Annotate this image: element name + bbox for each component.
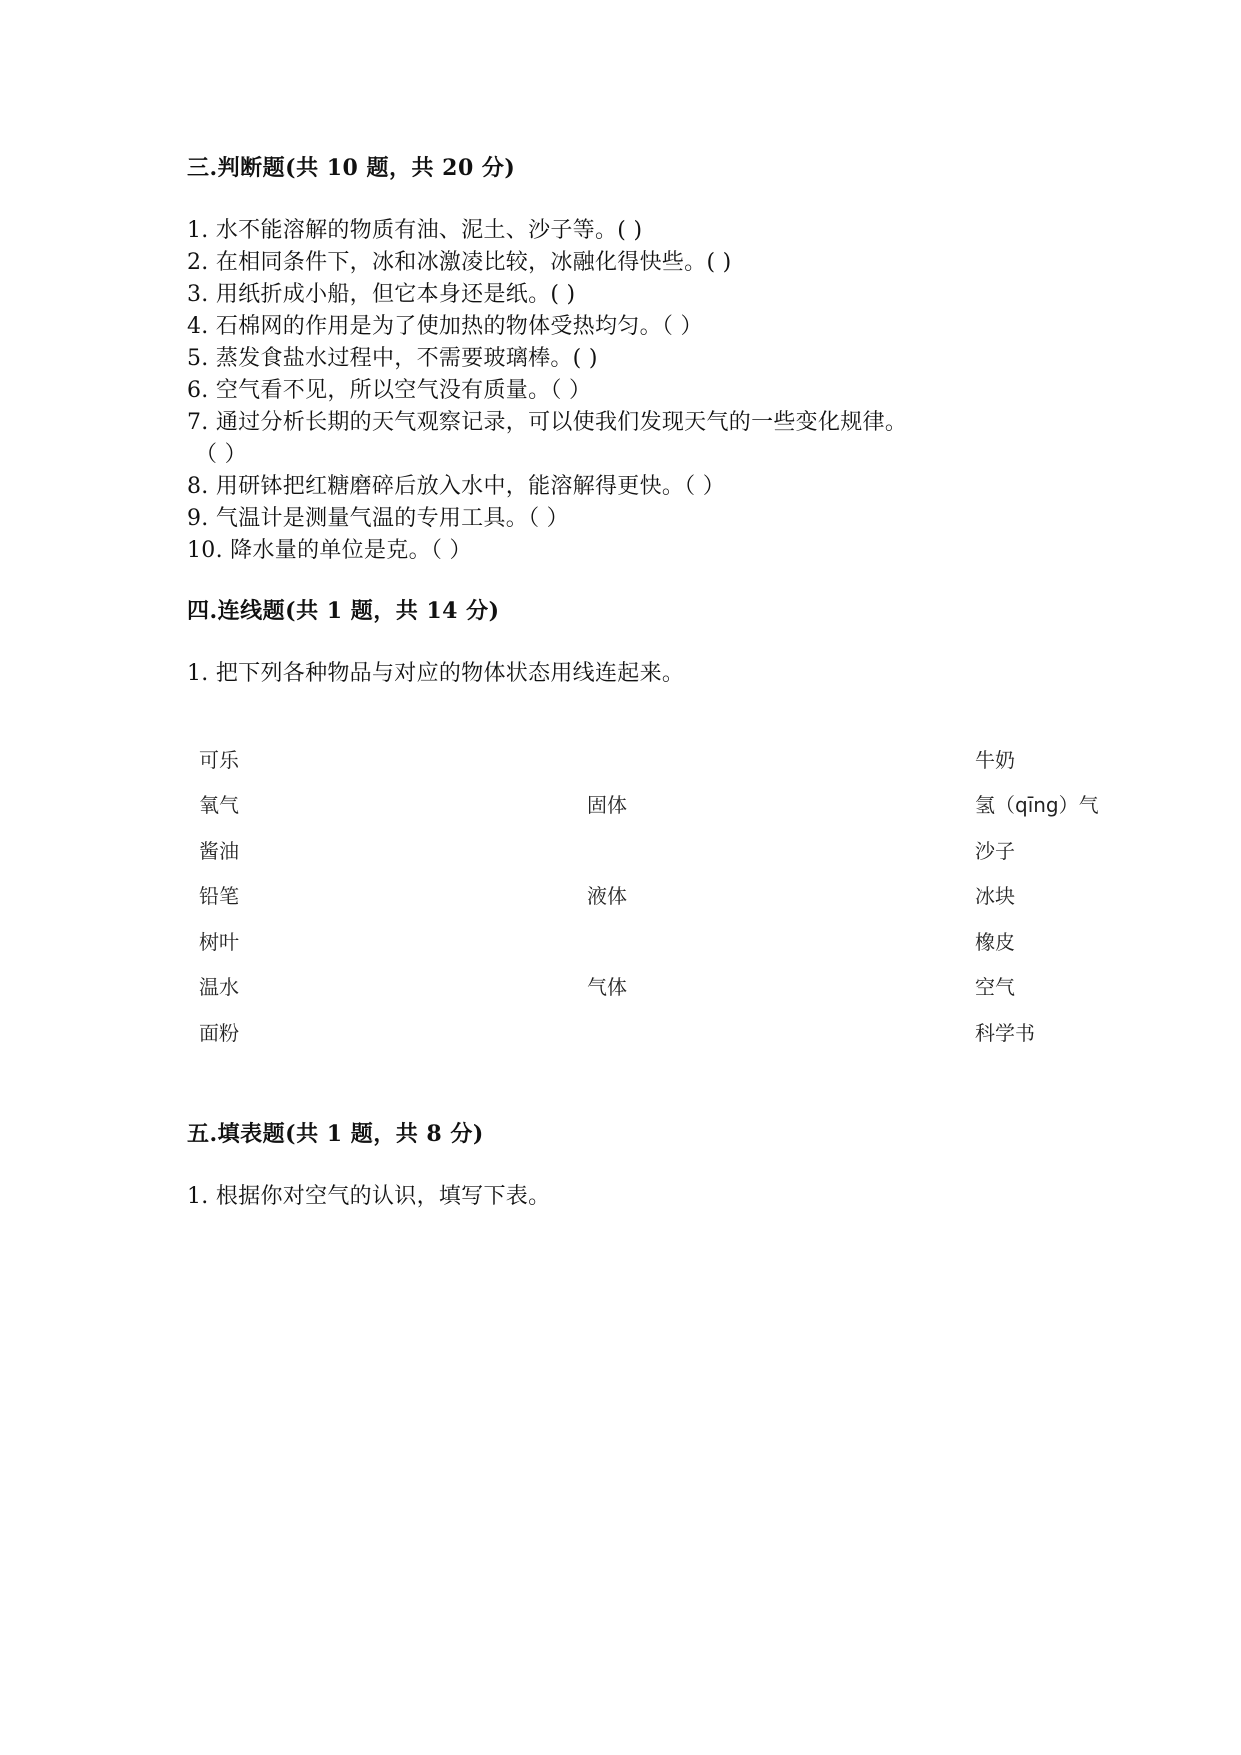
match-right-item: 橡皮 [975, 930, 1015, 954]
judge-question-7: 7. 通过分析长期的天气观察记录，可以使我们发现天气的一些变化规律。 [187, 410, 908, 435]
match-right-item: 沙子 [975, 839, 1015, 863]
match-left-item: 可乐 [199, 748, 239, 772]
judge-question-7-answer: （ ） [195, 442, 247, 467]
judge-question-2: 2. 在相同条件下，冰和冰激凌比较，冰融化得快些。( ) [187, 250, 732, 275]
match-right-item: 氢（qīng）气 [975, 793, 1099, 817]
match-left-item: 面粉 [199, 1021, 239, 1045]
judge-question-8: 8. 用研钵把红糖磨碎后放入水中，能溶解得更快。（ ） [187, 474, 726, 499]
section-5-title: 五.填表题(共 1 题，共 8 分) [187, 1121, 484, 1147]
judge-question-3: 3. 用纸折成小船，但它本身还是纸。( ) [187, 282, 576, 307]
judge-question-1: 1. 水不能溶解的物质有油、泥土、沙子等。( ) [187, 218, 643, 243]
match-left-item: 树叶 [199, 930, 239, 954]
match-state-item: 液体 [587, 884, 627, 908]
match-left-item: 铅笔 [199, 884, 239, 908]
table-question-1: 1. 根据你对空气的认识，填写下表。 [187, 1184, 551, 1209]
match-right-item: 科学书 [975, 1021, 1035, 1045]
match-left-item: 酱油 [199, 839, 239, 863]
matching-question-1: 1. 把下列各种物品与对应的物体状态用线连起来。 [187, 661, 685, 686]
match-right-item: 牛奶 [975, 748, 1015, 772]
match-right-item: 冰块 [975, 884, 1015, 908]
judge-question-9: 9. 气温计是测量气温的专用工具。（ ） [187, 506, 569, 531]
section-4-title: 四.连线题(共 1 题，共 14 分) [187, 598, 500, 624]
match-state-item: 气体 [587, 975, 627, 999]
match-right-item: 空气 [975, 975, 1015, 999]
match-state-item: 固体 [587, 793, 627, 817]
judge-question-10: 10. 降水量的单位是克。（ ） [187, 538, 472, 563]
match-left-item: 氧气 [199, 793, 239, 817]
judge-question-5: 5. 蒸发食盐水过程中，不需要玻璃棒。( ) [187, 346, 598, 371]
section-3-title: 三.判断题(共 10 题，共 20 分) [187, 155, 516, 181]
judge-question-4: 4. 石棉网的作用是为了使加热的物体受热均匀。（ ） [187, 314, 703, 339]
judge-question-6: 6. 空气看不见，所以空气没有质量。（ ） [187, 378, 592, 403]
match-left-item: 温水 [199, 975, 239, 999]
